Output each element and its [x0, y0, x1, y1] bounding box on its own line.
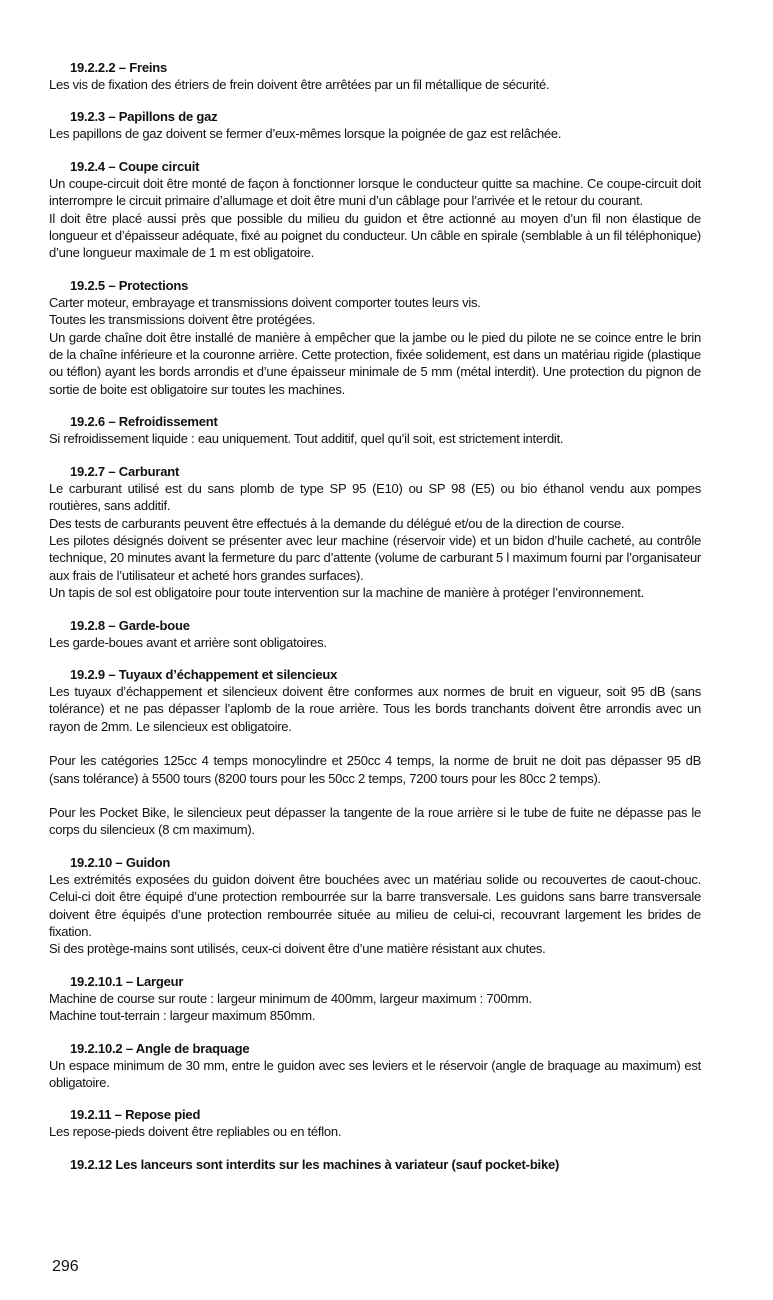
section-heading: 19.2.10 – Guidon: [70, 854, 171, 870]
paragraph: Des tests de carburants peuvent être effectués à la demande du délégué et/ou de la direction de course.: [49, 515, 625, 531]
paragraph: Les repose-pieds doivent être repliables ou en téflon.: [49, 1124, 342, 1140]
section-repose-pied: [49, 1107, 701, 1140]
paragraph: Les tuyaux d’échappement et silencieux doivent être conformes aux normes de bruit en vigueur, soit 95 dB (sans tolérance) et ne pas dépasser l’aplomb de la roue arrière. Tous les bords tranchants doivent être arrondis avec un rayon de 2mm. Le silencieux est obligatoire.: [49, 683, 701, 734]
section-heading: 19.2.5 – Protections: [70, 277, 189, 293]
paragraph: Le carburant utilisé est du sans plomb de type SP 95 (E10) ou SP 98 (E5) ou bio éthanol vendu aux pompes routières, sans additif.: [49, 480, 701, 514]
paragraph: Toutes les transmissions doivent être protégées.: [49, 312, 316, 328]
section-heading: 19.2.9 – Tuyaux d’échappement et silencieux: [70, 666, 338, 682]
section-heading: 19.2.11 – Repose pied: [70, 1107, 201, 1123]
section-heading: 19.2.2.2 – Freins: [70, 60, 168, 75]
section-largeur: [49, 974, 701, 1025]
section-heading: 19.2.3 – Papillons de gaz: [70, 109, 218, 125]
paragraph: Pour les Pocket Bike, le silencieux peut dépasser la tangente de la roue arrière si le tube de fuite ne dépasse pas le corps du silencieux (8 cm maximum).: [49, 804, 701, 838]
document-body: [49, 60, 701, 1189]
section-heading: 19.2.4 – Coupe circuit: [70, 158, 200, 174]
paragraph: Machine tout-terrain : largeur maximum 850mm.: [49, 1008, 316, 1024]
section-coupe-circuit: [49, 159, 701, 262]
section-heading: 19.2.6 – Refroidissement: [70, 414, 218, 430]
page-number: 296: [52, 1258, 79, 1275]
section-heading: 19.2.8 – Garde-boue: [70, 617, 190, 633]
section-heading: 19.2.10.1 – Largeur: [70, 973, 184, 989]
section-tuyaux-echappement: [49, 667, 701, 839]
paragraph: Si des protège-mains sont utilisés, ceux-ci doivent être d’une matière résistant aux chutes.: [49, 941, 546, 957]
section-garde-boue: [49, 618, 701, 651]
paragraph: Les papillons de gaz doivent se fermer d’eux-mêmes lorsque la poignée de gaz est relâchée.: [49, 126, 562, 142]
paragraph: Un tapis de sol est obligatoire pour toute intervention sur la machine de manière à protéger l’environnement.: [49, 585, 644, 601]
paragraph: Les vis de fixation des étriers de frein doivent être arrêtées par un fil métallique de sécurité.: [49, 77, 550, 92]
paragraph: Si refroidissement liquide : eau uniquement. Tout additif, quel qu’il soit, est strictement interdit.: [49, 431, 564, 447]
section-papillons-de-gaz: [49, 109, 701, 142]
paragraph-spacer: [49, 787, 701, 804]
paragraph: Il doit être placé aussi près que possible du milieu du guidon et être actionné au moyen d’un fil non élastique de longueur et d’épaisseur adéquate, fixé au poignet du conducteur. Un câble en spirale (semblable à un fil téléphonique) d’une longueur maximale de 1 m est obligatoire.: [49, 210, 701, 261]
paragraph: Pour les catégories 125cc 4 temps monocylindre et 250cc 4 temps, la norme de bruit ne doit pas dépasser 95 dB (sans tolérance) à 5500 tours (8200 tours pour les 50cc 2 temps, 7200 tours pour les 80cc 2 temps).: [49, 753, 701, 786]
section-guidon: [49, 855, 701, 958]
section-angle-de-braquage: [49, 1041, 701, 1092]
paragraph: Un garde chaîne doit être installé de manière à empêcher que la jambe ou le pied du pilote ne se coince entre le brin de la chaîne inférieure et la couronne arrière. Cette protection, fixée solidement, est dans un matériau rigide (plastique ou téflon) ayant les bords arrondis et d’une épaisseur minimale de 5 mm (métal interdit). Une protection du pignon de sortie de boite est obligatoire sur toutes les machines.: [49, 329, 701, 397]
section-heading: 19.2.12 Les lanceurs sont interdits sur les machines à variateur (sauf pocket-bike): [70, 1156, 560, 1172]
section-heading: 19.2.10.2 – Angle de braquage: [70, 1040, 250, 1056]
paragraph: Les pilotes désignés doivent se présenter avec leur machine (réservoir vide) et un bidon d’huile cacheté, au contrôle technique, 20 minutes avant la fermeture du parc d’attente (volume de carburant 5 l maximum fourni par l’organisateur aux frais de l’utilisateur et acheté hors grandes surfaces).: [49, 532, 701, 583]
section-refroidissement: [49, 414, 701, 447]
paragraph: Un coupe-circuit doit être monté de façon à fonctionner lorsque le conducteur quitte sa machine. Ce coupe-circuit doit interrompre le circuit primaire d’allumage et doit être muni d’un câblage pour l’arrivée et le retour du courant.: [49, 175, 701, 209]
section-lanceurs: [49, 1157, 701, 1173]
paragraph: Carter moteur, embrayage et transmissions doivent comporter toutes leurs vis.: [49, 294, 481, 310]
paragraph-spacer: [49, 735, 701, 752]
paragraph: Les extrémités exposées du guidon doivent être bouchées avec un matériau solide ou recouvertes de caout-chouc. Celui-ci doit être équipé d’une protection rembourrée sur la barre transversale. Les guidons sans barre transversale doivent être équipés d’une protection rembourrée située au milieu de celui-ci, recouvrant largement les brides de fixation.: [49, 871, 701, 939]
section-carburant: [49, 464, 701, 602]
paragraph: Machine de course sur route : largeur minimum de 400mm, largeur maximum : 700mm.: [49, 990, 532, 1006]
section-heading: 19.2.7 – Carburant: [70, 463, 180, 479]
section-protections: [49, 278, 701, 398]
paragraph: Les garde-boues avant et arrière sont obligatoires.: [49, 634, 327, 650]
section-freins: [49, 60, 701, 93]
paragraph: Un espace minimum de 30 mm, entre le guidon avec ses leviers et le réservoir (angle de braquage au maximum) est obligatoire.: [49, 1057, 701, 1091]
